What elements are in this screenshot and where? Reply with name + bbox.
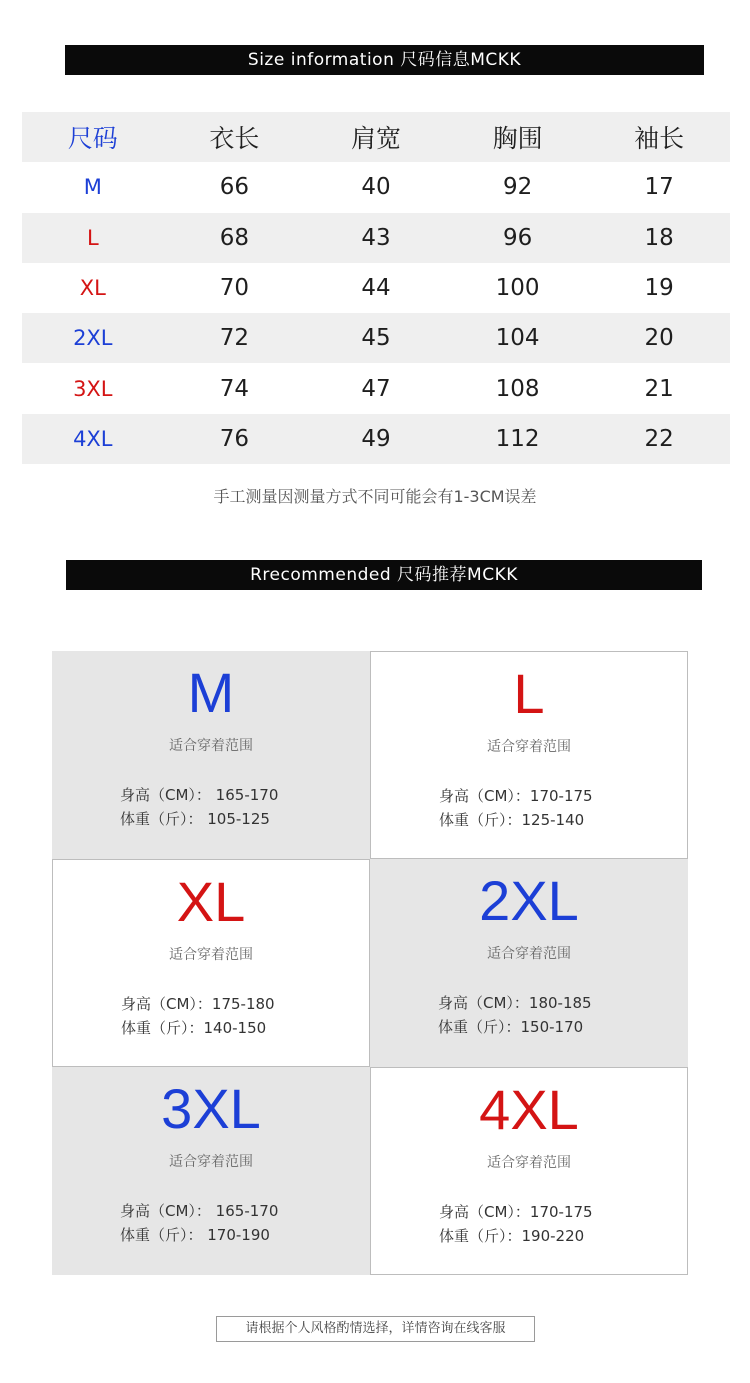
size-letter: L (513, 662, 545, 725)
size-letter: 4XL (479, 1078, 579, 1141)
table-cell: 100 (495, 275, 540, 302)
range-label: 适合穿着范围 (169, 738, 253, 754)
size-label: 3XL (73, 376, 113, 401)
weight-spec: 体重（斤）：190-220 (439, 1227, 585, 1245)
table-cell: 43 (361, 224, 391, 251)
table-cell: 21 (644, 375, 674, 402)
header-size: 尺码 (67, 124, 118, 154)
table-cell: 76 (219, 425, 250, 452)
weight-spec: 体重（斤）： 105-125 (120, 810, 270, 828)
height-spec: 身高（CM）： 165-170 (120, 1202, 279, 1220)
table-cell: 72 (219, 325, 250, 352)
table-cell: 18 (644, 224, 674, 251)
weight-spec: 体重（斤）：125-140 (439, 811, 585, 829)
size-label: M (83, 175, 102, 200)
size-label: L (86, 225, 99, 250)
table-row (22, 313, 730, 363)
recommend-banner: Rrecommended 尺码推荐MCKK (66, 560, 702, 590)
recommend-card-m (52, 651, 370, 859)
recommend-card-3xl (52, 1067, 370, 1275)
table-row (22, 414, 730, 464)
size-label: XL (79, 276, 106, 301)
table-cell: 66 (219, 174, 250, 201)
table-cell: 22 (644, 425, 674, 452)
size-info-banner: Size information 尺码信息MCKK (65, 45, 704, 75)
footer-note: 请根据个人风格酌情选择，详情咨询在线客服 (216, 1316, 535, 1342)
size-letter: 2XL (479, 869, 579, 932)
table-row (22, 263, 730, 313)
range-label: 适合穿着范围 (487, 739, 571, 755)
table-cell: 47 (361, 375, 391, 402)
size-letter: 3XL (161, 1077, 261, 1140)
height-spec: 身高（CM）：170-175 (439, 1203, 593, 1221)
table-cell: 20 (644, 325, 674, 352)
range-label: 适合穿着范围 (487, 1155, 571, 1171)
weight-spec: 体重（斤）：140-150 (121, 1019, 267, 1037)
table-row (22, 363, 730, 413)
table-header-row (22, 112, 730, 162)
table-cell: 40 (361, 174, 391, 201)
height-spec: 身高（CM）： 165-170 (120, 786, 279, 804)
table-cell: 74 (219, 375, 250, 402)
range-label: 适合穿着范围 (169, 947, 253, 963)
table-cell: 19 (644, 275, 674, 302)
range-label: 适合穿着范围 (487, 946, 571, 962)
header-sleeve: 袖长 (634, 124, 685, 154)
table-cell: 68 (219, 224, 250, 251)
range-label: 适合穿着范围 (169, 1154, 253, 1170)
recommend-grid (52, 651, 688, 1276)
table-row (22, 162, 730, 212)
recommend-card-xl (52, 859, 370, 1067)
table-cell: 108 (495, 375, 540, 402)
size-letter: XL (176, 870, 246, 933)
table-cell: 96 (502, 224, 533, 251)
size-letter: M (187, 661, 235, 724)
recommend-card-2xl (370, 859, 688, 1067)
recommend-card-4xl (370, 1067, 688, 1275)
header-length: 衣长 (209, 124, 260, 154)
header-shoulder: 肩宽 (350, 124, 401, 154)
table-cell: 45 (361, 325, 391, 352)
size-table (22, 112, 730, 464)
weight-spec: 体重（斤）：150-170 (438, 1018, 584, 1036)
table-cell: 112 (495, 425, 540, 452)
weight-spec: 体重（斤）： 170-190 (120, 1226, 270, 1244)
height-spec: 身高（CM）：175-180 (121, 995, 275, 1013)
height-spec: 身高（CM）：180-185 (438, 994, 592, 1012)
measurement-note: 手工测量因测量方式不同可能会有1-3CM误差 (213, 487, 537, 506)
table-cell: 44 (361, 275, 391, 302)
table-cell: 49 (361, 425, 391, 452)
height-spec: 身高（CM）：170-175 (439, 787, 593, 805)
table-cell: 92 (502, 174, 533, 201)
recommend-card-l (370, 651, 688, 859)
size-label: 2XL (73, 326, 113, 351)
table-cell: 17 (644, 174, 674, 201)
table-cell: 70 (219, 275, 250, 302)
header-chest: 胸围 (492, 124, 543, 154)
table-cell: 104 (495, 325, 540, 352)
size-label: 4XL (73, 426, 113, 451)
table-row (22, 213, 730, 263)
